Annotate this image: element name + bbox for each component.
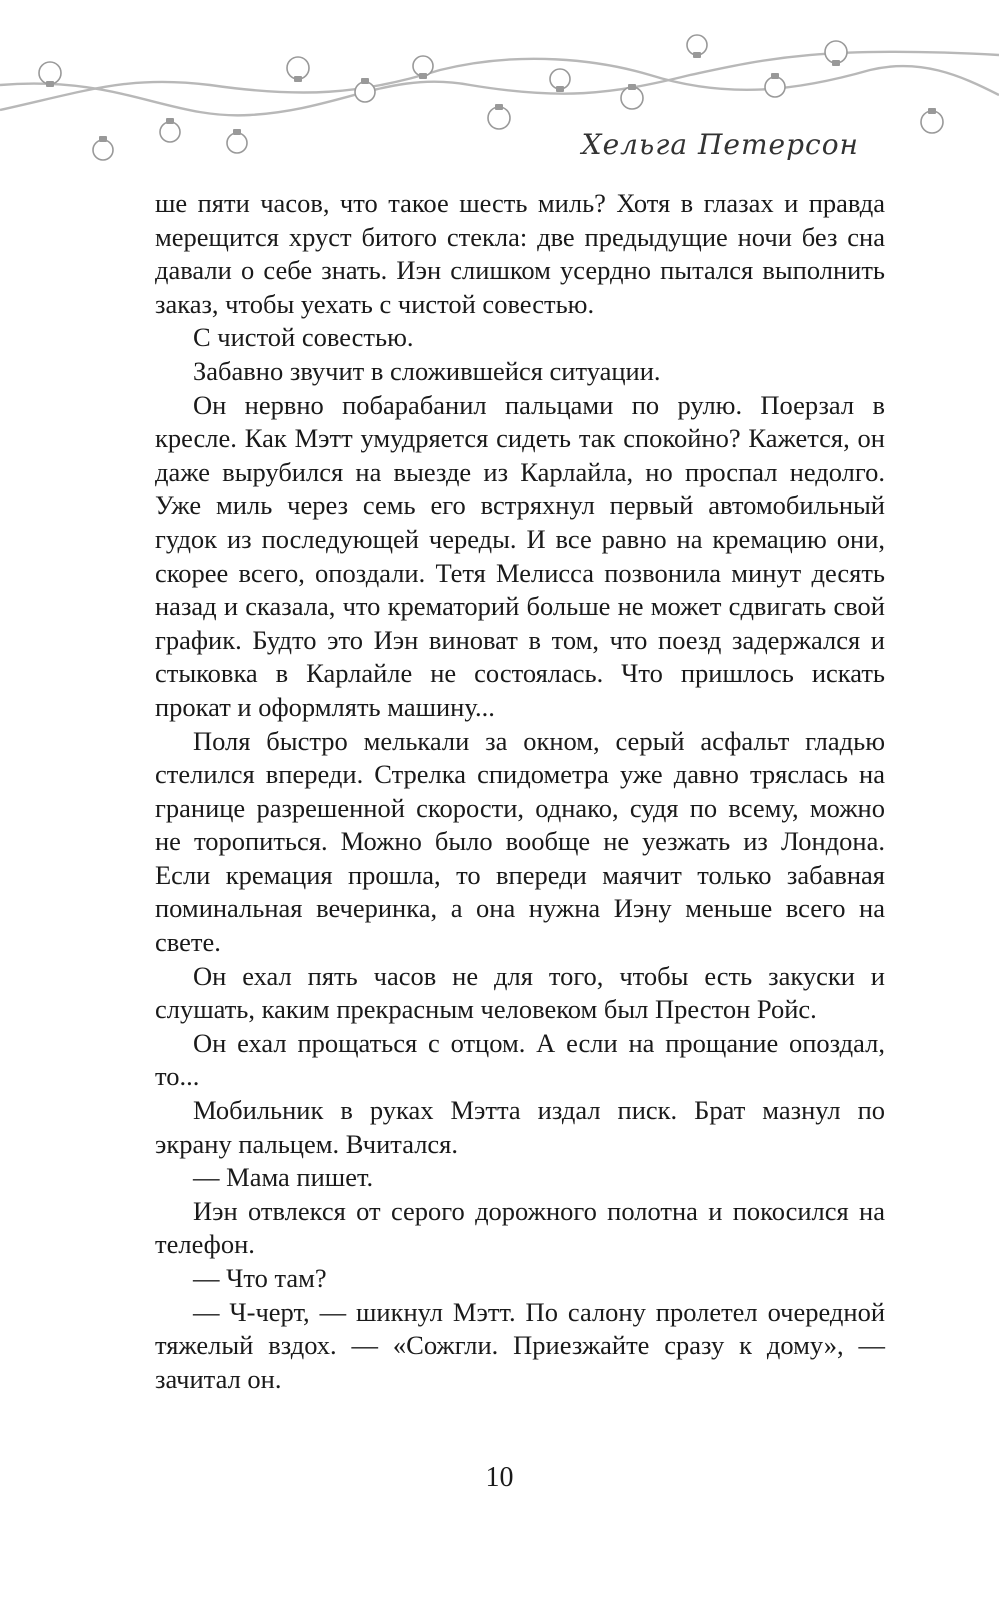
paragraph: — Ч-черт, — шикнул Мэтт. По салону пролетел очередной тяжелый вздох. — «Сожгли. Приезжайте сразу к дому», — зачитал он. [155,1296,885,1394]
paragraph: Он ехал прощаться с отцом. А если на прощание опоздал, то... [155,1027,885,1092]
running-head-author: Хельга Петерсон [581,128,859,161]
paragraph: — Что там? [193,1263,327,1293]
paragraph: Он ехал пять часов не для того, чтобы есть закуски и слушать, каким прекрасным человеком был Престон Ройс. [155,960,885,1025]
paragraph: С чистой совестью. [193,322,414,353]
paragraph: Мобильник в руках Мэтта издал писк. Брат мазнул по экрану пальцем. Вчитался. [155,1095,885,1159]
page-body-text [155,187,885,1396]
paragraph: Поля быстро мелькали за окном, серый асфальт гладью стелился впереди. Стрелка спидометра уже давно тряслась на границе разрешенной скорости, однако, судя по всему, можно не торопиться. Можно было вообще не уезжать из Лондона. Если кремация прошла, то впереди маячит только забавная поминальная вечеринка, а она нужна Иэну меньше всего на свете. [155,725,885,958]
paragraph: — Мама пишет. [193,1162,374,1193]
paragraph: Он нервно побарабанил пальцами по рулю. Поерзал в кресле. Как Мэтт умудряется сидеть так спокойно? Кажется, он даже вырубился на выезде из Карлайла, но проспал недолго. Уже миль через семь его встряхнул первый автомобильный гудок из последующей череды. И все равно на кремацию они, скорее всего, опоздали. Тетя Мелисса позвонила минут десять назад и сказала, что крематорий больше не может сдвигать свой график. Будто это Иэн виноват в том, что поезд задержался и стыковка в Карлайле не состоялась. Что пришлось искать прокат и оформлять машину... [155,389,885,722]
page-number: 10 [485,1462,514,1493]
paragraph: Иэн отвлекся от серого дорожного полотна и покосился на телефон. [155,1195,885,1260]
paragraph: ше пяти часов, что такое шесть миль? Хотя в глазах и правда мерещится хруст битого стекла: две предыдущие ночи без сна давали о себе знать. Иэн слишком усердно пытался выполнить заказ, чтобы уехать с чистой совестью. [155,188,885,319]
paragraph: Забавно звучит в сложившейся ситуации. [193,355,661,386]
